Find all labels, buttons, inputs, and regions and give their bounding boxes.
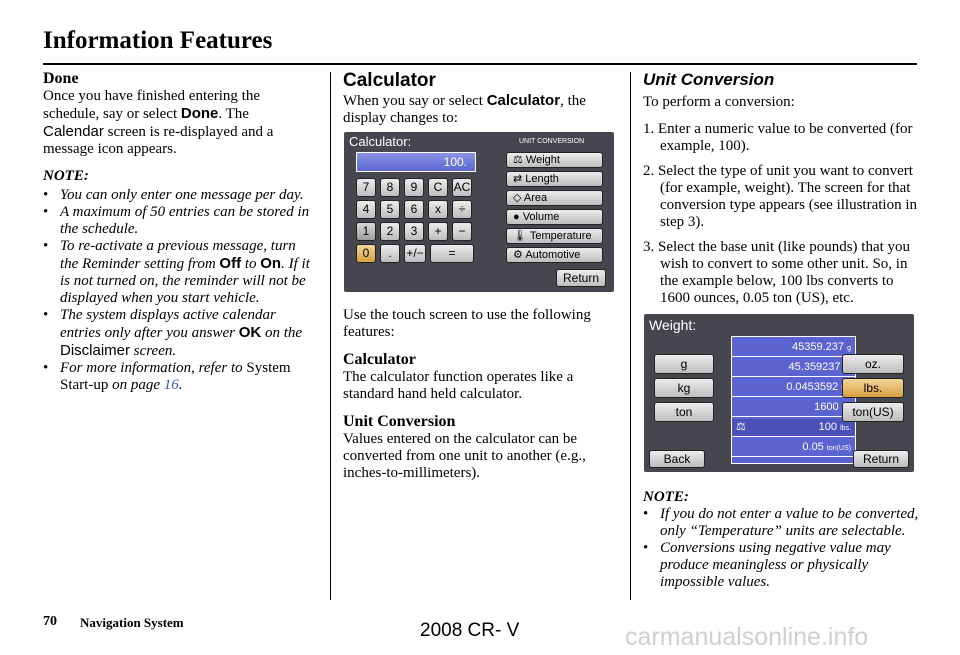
- calc-key[interactable]: 6: [404, 200, 424, 219]
- weight-value: 100: [818, 421, 838, 433]
- calculator-intro: When you say or select Calculator, the display changes to:: [343, 92, 586, 126]
- calculator-heading: Calculator: [343, 70, 436, 91]
- weight-value: 1600: [814, 401, 839, 413]
- weight-result-row: [732, 419, 855, 437]
- unit-icon: 🌡: [513, 230, 530, 242]
- step-item: 1. Enter a numeric value to be converted (for example, 100).: [643, 121, 913, 154]
- done-heading: Done: [43, 70, 79, 87]
- unit-button-lbs[interactable]: lbs.: [842, 378, 904, 398]
- system-startup-link[interactable]: System Start-up: [60, 360, 291, 393]
- weight-result-row: [732, 339, 855, 357]
- calc-key[interactable]: .: [380, 244, 400, 263]
- note-list: [643, 506, 923, 591]
- unit-conversion-subheading: Unit Conversion: [343, 413, 456, 430]
- calc-key[interactable]: 0: [356, 244, 376, 263]
- unit-button-tonus[interactable]: ton(US): [842, 402, 904, 422]
- unit-icon: ●: [513, 211, 523, 223]
- calc-key[interactable]: 3: [404, 222, 424, 241]
- unit-button-volume[interactable]: [506, 209, 603, 225]
- step-item: 2. Select the type of unit you want to convert (for example, weight). The screen for that conversion type appears (see illustration in step 3).: [643, 163, 918, 230]
- unit-button-oz[interactable]: oz.: [842, 354, 904, 374]
- watermark: carmanualsonline.info: [625, 623, 869, 651]
- note-item: • If you do not enter a value to be converted, only “Temperature” units are selectable.: [643, 506, 923, 540]
- calc-key[interactable]: C: [428, 178, 448, 197]
- unit-icon: ◇: [513, 192, 524, 204]
- page-title: Information Features: [43, 27, 273, 54]
- note-item: • For more information, refer to System Start-up on page 16.: [43, 360, 313, 394]
- unit-button-automotive[interactable]: [506, 247, 603, 263]
- weight-title: Weight:: [649, 317, 697, 333]
- calc-key[interactable]: ÷: [452, 200, 472, 219]
- calc-key[interactable]: AC: [452, 178, 472, 197]
- column-divider-1: [330, 72, 331, 600]
- unit-button-weight[interactable]: [506, 152, 603, 168]
- calc-key[interactable]: 2: [380, 222, 400, 241]
- calculator-title: Calculator:: [349, 134, 412, 149]
- unit-button-kg[interactable]: kg: [654, 378, 714, 398]
- weight-result-row: [732, 379, 855, 397]
- unit-button-label: Area: [523, 192, 548, 204]
- note-item: • A maximum of 50 entries can be stored in the schedule.: [43, 204, 313, 238]
- weight-value: 0.0453592: [786, 381, 839, 393]
- weight-results-list: [731, 336, 856, 464]
- unit-conversion-heading: Unit Conversion: [643, 70, 775, 89]
- calculator-text: The calculator function operates like a standard hand held calculator.: [343, 369, 574, 402]
- weight-value: 45359.237: [792, 341, 845, 353]
- calc-key[interactable]: 9: [404, 178, 424, 197]
- calc-key[interactable]: +/−: [404, 244, 426, 263]
- unit-icon: ⚙: [513, 249, 526, 261]
- return-button[interactable]: Return: [556, 269, 606, 287]
- unit-conversion-header: UNIT CONVERSION: [519, 138, 585, 145]
- return-button[interactable]: Return: [853, 450, 909, 468]
- unit-button-area[interactable]: [506, 190, 603, 206]
- unit-conversion-text: Values entered on the calculator can be converted from one unit to another (e.g., inches-to-millimeters).: [343, 431, 586, 481]
- note-list: [43, 187, 313, 394]
- touch-text: Use the touch screen to use the following features:: [343, 307, 591, 340]
- step-item: 3. Select the base unit (like pounds) that you wish to convert to some other unit. So, in the example below, 100 lbs converts to 1600 ounces, 0.05 ton (US), etc.: [643, 239, 911, 306]
- column-done: [43, 70, 313, 394]
- unit-button-label: Length: [525, 173, 559, 185]
- calculator-subheading: Calculator: [343, 351, 416, 368]
- scale-icon: ⚖: [736, 421, 746, 433]
- unit-button-length[interactable]: [506, 171, 603, 187]
- steps-list: [643, 121, 923, 307]
- calculator-screen: [344, 132, 614, 292]
- weight-result-row: [732, 359, 855, 377]
- column-divider-2: [630, 72, 631, 600]
- note-item: • Conversions using negative value may produce meaningless or physically impossible values.: [643, 540, 923, 591]
- header-rule: [43, 63, 917, 65]
- note-item: • The system displays active calendar entries only after you answer OK on the Disclaimer screen.: [43, 307, 313, 360]
- unit-icon: ⇄: [513, 173, 526, 185]
- unit-button-ton[interactable]: ton: [654, 402, 714, 422]
- calc-key[interactable]: 4: [356, 200, 376, 219]
- calc-key[interactable]: 1: [356, 222, 376, 241]
- weight-unit: g: [847, 345, 851, 352]
- calc-key[interactable]: −: [452, 222, 472, 241]
- note-heading: NOTE:: [643, 489, 689, 505]
- done-paragraph: Once you have finished entering the schedule, say or select Done. The Calendar screen is re-displayed and a message icon appears.: [43, 88, 274, 157]
- calc-key[interactable]: 8: [380, 178, 400, 197]
- weight-value: 45.359237: [788, 361, 841, 373]
- calc-key[interactable]: =: [430, 244, 474, 263]
- unit-icon: ⚖: [513, 154, 526, 166]
- footer-title: Navigation System: [80, 615, 184, 630]
- unit-button-label: Weight: [525, 154, 560, 166]
- weight-unit: lbs.: [840, 425, 851, 432]
- calc-key[interactable]: 5: [380, 200, 400, 219]
- page-number: 70: [43, 614, 57, 629]
- calc-key[interactable]: 7: [356, 178, 376, 197]
- calc-key[interactable]: +: [428, 222, 448, 241]
- note-item: • To re-activate a previous message, turn the Reminder setting from Off to On. If it is not turned on, the reminder will not be displayed when you start vehicle.: [43, 238, 313, 307]
- note-item: • You can only enter one message per day.: [43, 187, 313, 204]
- weight-value: 0.05: [802, 441, 824, 453]
- unit-button-label: Automotive: [525, 249, 581, 261]
- calc-key[interactable]: x: [428, 200, 448, 219]
- page-link[interactable]: 16: [163, 377, 179, 393]
- weight-result-row: [732, 399, 855, 417]
- unit-button-temperature[interactable]: [506, 228, 603, 244]
- weight-unit: ton(US): [826, 445, 851, 452]
- unit-button-label: Temperature: [529, 230, 592, 242]
- weight-screen: [644, 314, 914, 472]
- weight-result-row: [732, 439, 855, 457]
- calculator-display: 100.: [356, 152, 476, 172]
- note-heading: NOTE:: [43, 168, 89, 184]
- unit-button-g[interactable]: g: [654, 354, 714, 374]
- back-button[interactable]: Back: [649, 450, 705, 468]
- unit-button-label: Volume: [522, 211, 560, 223]
- conversion-intro: To perform a conversion:: [643, 94, 795, 110]
- footer-model: 2008 CR- V: [420, 620, 520, 641]
